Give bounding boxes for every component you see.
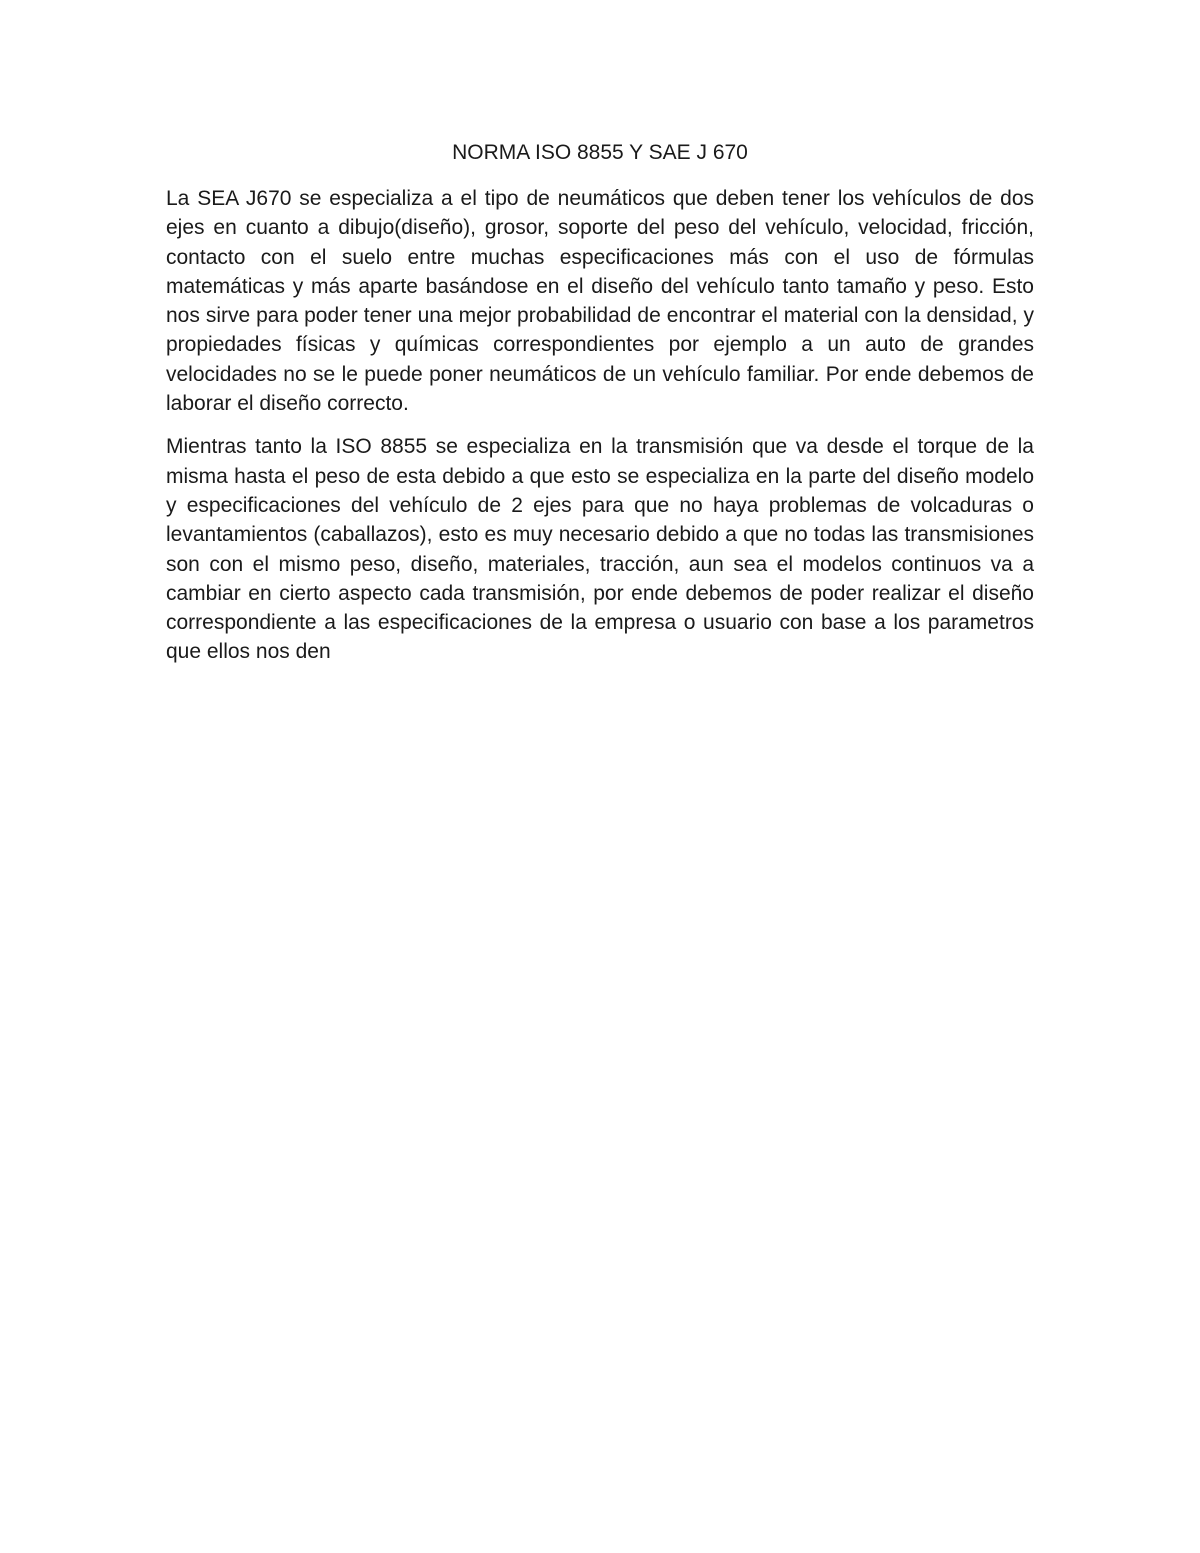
paragraph-iso-8855: Mientras tanto la ISO 8855 se especializa en la transmisión que va desde el torque de la misma hasta el peso de esta debido a que esto se especializa en la parte del diseño modelo y especificaciones del vehículo de 2 ejes para que no haya problemas de volcaduras o levantamientos (caballazos), esto es muy necesario debido a que no todas las transmisiones son con el mismo peso, diseño, materiales, tracción, aun sea el modelos continuos va a cambiar en cierto aspecto cada transmisión, por ende debemos de poder realizar el diseño correspondiente a las especificaciones de la empresa o usuario con base a los parametros que ellos nos den xyxy=(166,435,1034,664)
paragraph-sae-j670: La SEA J670 se especializa a el tipo de neumáticos que deben tener los vehículos de dos ejes en cuanto a dibujo(diseño), grosor, soporte del peso del vehículo, velocidad, fricción, contacto con el suelo entre muchas especificaciones más con el uso de fórmulas matemáticas y más aparte basándose en el diseño del vehículo tanto tamaño y peso. Esto nos sirve para poder tener una mejor probabilidad de encontrar el material con la densidad, y propiedades físicas y químicas correspondientes por ejemplo a un auto de grandes velocidades no se le puede poner neumáticos de un vehículo familiar. Por ende debemos de laborar el diseño correcto. xyxy=(166,187,1034,416)
document-title: NORMA ISO 8855 Y SAE J 670 xyxy=(452,141,748,164)
document-body xyxy=(166,138,1034,681)
